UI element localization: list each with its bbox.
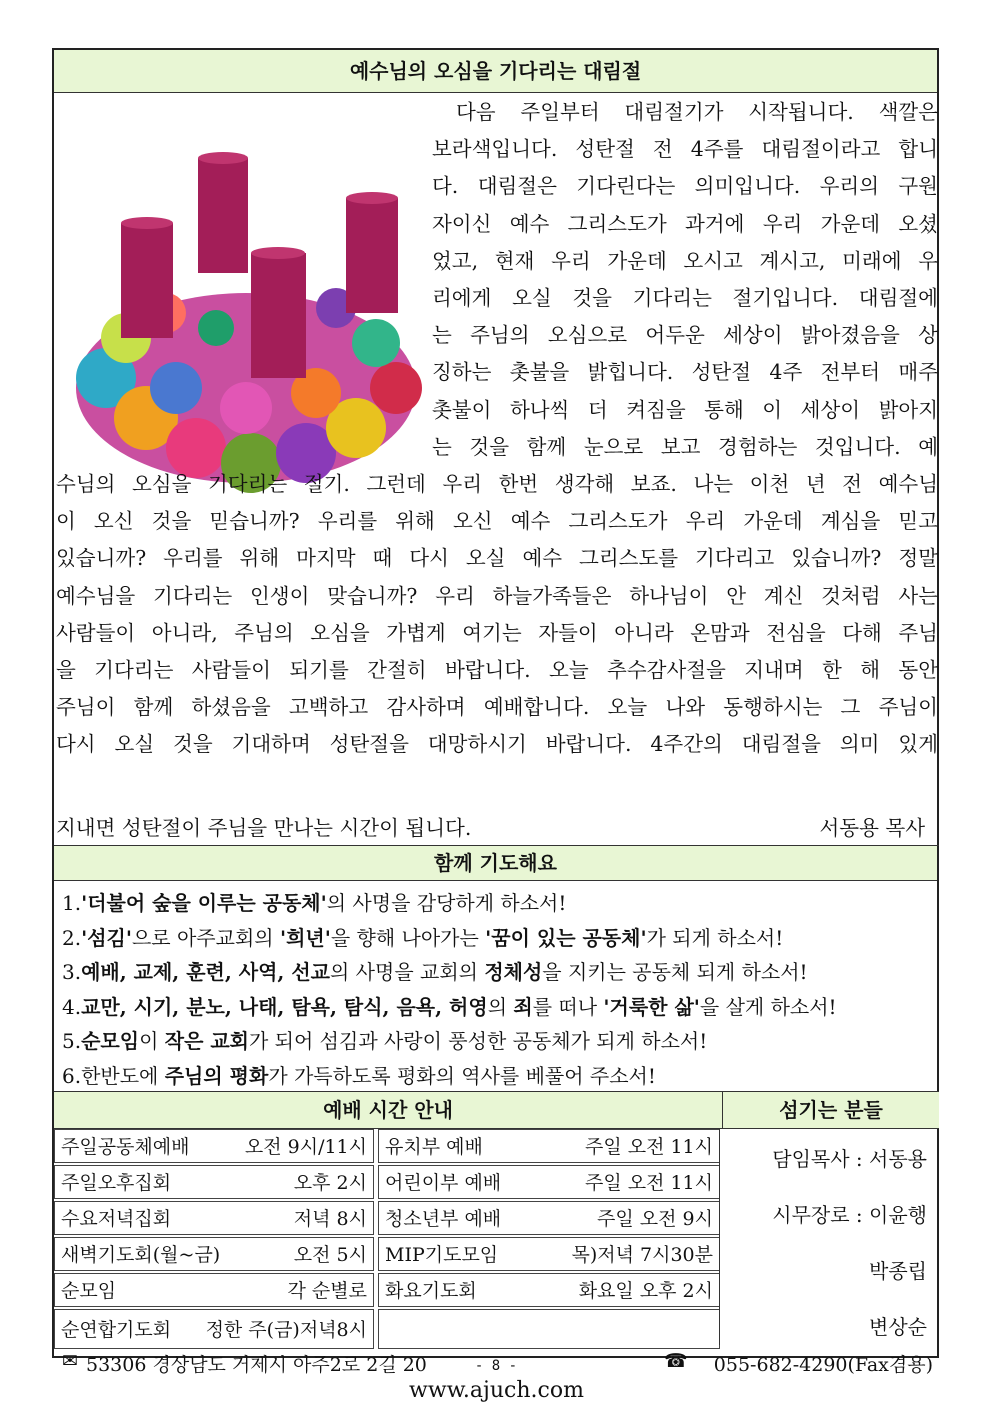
article-line: 수님의 오심을 기다리는 절기. 그런데 우리 한번 생각해 보죠. 나는 이천 년 전 예수님 — [56, 472, 938, 496]
prayer-item — [62, 1060, 656, 1089]
service-name: MIP기도모임 — [385, 1244, 499, 1266]
service-name: 새벽기도회(월~금) — [61, 1244, 221, 1266]
footer-address: 53306 경상남도 거제시 아주2로 2길 20 — [86, 1354, 427, 1376]
staff-line: 박종립 — [869, 1259, 927, 1283]
article-line: 주님이 함께 하셨음을 고백하고 감사하며 예배합니다. 오늘 나와 동행하시는 그 주님이 — [56, 695, 938, 720]
staff-line: 시무장로 : 이윤행 — [772, 1203, 927, 1227]
service-time: 저녁 8시 — [293, 1208, 367, 1230]
footer-phone: 055-682-4290(Fax겸용) — [713, 1354, 933, 1376]
prayer-text: 을 지키는 공동체 되게 하소서! — [542, 960, 808, 984]
service-time: 오전 5시 — [293, 1244, 367, 1266]
prayer-text: 이 — [139, 1029, 165, 1053]
article-line: 다. 대림절은 기다린다는 의미입니다. 우리의 구원 — [432, 174, 938, 199]
prayer-emphasis: '섬김' — [81, 925, 132, 950]
prayer-emphasis: '꿈이 있는 공동체' — [485, 925, 647, 950]
prayer-text: 가 되게 하소서! — [646, 925, 784, 950]
bulletin-page — [52, 48, 939, 1403]
service-time: 정한 주(금)저녁8시 — [205, 1319, 367, 1341]
prayer-text: 으로 아주교회의 — [131, 925, 280, 950]
service-row — [378, 1129, 720, 1163]
prayer-text: 5. — [62, 1029, 82, 1053]
service-name: 주일오후집회 — [61, 1172, 172, 1194]
prayer-text: 의 사명을 교회의 — [330, 960, 485, 984]
service-time: 화요일 오후 2시 — [578, 1280, 713, 1302]
service-row — [378, 1309, 720, 1349]
article-line: 리에게 오실 것을 기다리는 절기입니다. 대림절에 — [432, 286, 938, 310]
article-author: 서동용 목사 — [819, 816, 925, 840]
prayer-item — [62, 1025, 707, 1054]
prayer-item — [62, 887, 566, 916]
service-row — [378, 1201, 720, 1235]
prayer-emphasis: 죄 — [513, 994, 533, 1019]
prayer-emphasis: '거룩한 삶' — [603, 994, 700, 1019]
prayer-emphasis: '더불어 숲을 이루는 공동체' — [81, 891, 327, 915]
service-row — [378, 1273, 720, 1307]
staff-list — [719, 1129, 937, 1345]
prayer-text: 을 향해 나아가는 — [330, 925, 486, 950]
prayer-emphasis: 작은 교회 — [164, 1029, 249, 1053]
article-line: 보라색입니다. 성탄절 전 4주를 대림절이라고 합니 — [432, 137, 938, 162]
mail-icon: ✉ — [62, 1350, 78, 1372]
article-title: 예수님의 오심을 기다리는 대림절 — [54, 50, 937, 93]
prayer-text: 의 사명을 감당하게 하소서! — [326, 891, 567, 915]
service-row — [378, 1165, 720, 1199]
article-line: 예수님을 기다리는 인생이 맞습니까? 우리 하늘가족들은 하나님이 안 계신 것처럼 사는 — [56, 583, 938, 608]
advent-wreath-image — [66, 148, 426, 508]
article-line: 었고, 현재 우리 가운데 오시고 계시고, 미래에 우 — [432, 248, 938, 273]
service-times-title: 예배 시간 안내 — [54, 1092, 723, 1129]
service-name: 순연합기도회 — [61, 1319, 172, 1341]
prayer-text: 가 가득하도록 평화의 역사를 베풀어 주소서! — [268, 1063, 656, 1088]
service-time: 오전 9시/11시 — [244, 1136, 367, 1158]
service-name: 주일공동체예배 — [61, 1136, 190, 1158]
service-row — [378, 1237, 720, 1271]
prayer-text: 2. — [62, 925, 82, 950]
prayer-text: 를 떠나 — [532, 994, 604, 1019]
article-line: 을 기다리는 사람들이 되기를 간절히 바랍니다. 오늘 추수감사절을 지내며 한 해 동안 — [56, 658, 938, 682]
page-number: - 8 - — [474, 1358, 518, 1374]
article-body — [54, 93, 939, 846]
service-name: 수요저녁집회 — [61, 1208, 172, 1230]
service-name: 유치부 예배 — [385, 1136, 483, 1158]
prayer-emphasis: '희년' — [279, 925, 331, 950]
prayer-item — [62, 922, 783, 951]
prayer-item — [62, 956, 808, 985]
service-row — [54, 1309, 374, 1349]
service-time: 주일 오전 9시 — [597, 1208, 713, 1230]
service-row — [54, 1201, 374, 1235]
service-time: 각 순별로 — [287, 1280, 367, 1302]
prayer-list — [54, 881, 939, 1092]
prayer-emphasis: 주님의 평화 — [164, 1063, 269, 1088]
prayer-emphasis: 교만, 시기, 분노, 나태, 탐욕, 탐식, 음욕, 허영 — [81, 994, 488, 1019]
prayer-text: 6.한반도에 — [62, 1063, 165, 1088]
article-line: 있습니까? 우리를 위해 마지막 때 다시 오실 예수 그리스도를 기다리고 있습니까? 정말 — [56, 546, 938, 571]
staff-line: 변상순 — [869, 1315, 927, 1339]
service-name: 순모임 — [61, 1280, 117, 1302]
prayer-item — [62, 991, 837, 1020]
article-line: 사람들이 아니라, 주님의 오심을 가볍게 여기는 자들이 아니라 온맘과 전심을 다해 주님 — [56, 620, 938, 645]
service-row — [54, 1165, 374, 1199]
service-row — [54, 1273, 374, 1307]
prayer-emphasis: 예배, 교제, 훈련, 사역, 선교 — [81, 960, 330, 984]
prayer-text: 4. — [62, 994, 82, 1019]
service-time: 목)저녁 7시30분 — [571, 1244, 713, 1266]
prayer-emphasis: 정체성 — [484, 960, 543, 984]
prayer-emphasis: 순모임 — [81, 1029, 140, 1053]
prayer-text: 1. — [62, 891, 82, 915]
service-name: 청소년부 예배 — [385, 1208, 502, 1230]
article-line: 는 것을 함께 눈으로 보고 경험하는 것입니다. 예 — [432, 434, 938, 459]
phone-icon: ☎ — [664, 1350, 688, 1372]
article-line: 이 오신 것을 믿습니까? 우리를 위해 오신 예수 그리스도가 우리 가운데 계심을 믿고 — [56, 509, 938, 534]
service-time: 주일 오전 11시 — [584, 1172, 713, 1194]
article-line: 다음 주일부터 대림절기가 시작됩니다. 색깔은 — [456, 100, 938, 124]
service-row — [54, 1237, 374, 1271]
prayer-text: 을 살게 하소서! — [699, 994, 837, 1019]
service-name: 어린이부 예배 — [385, 1172, 502, 1194]
service-time: 오후 2시 — [293, 1172, 367, 1194]
article-line: 자이신 예수 그리스도가 과거에 우리 가운데 오셨 — [432, 211, 938, 236]
service-name: 화요기도회 — [385, 1280, 477, 1302]
prayer-text: 3. — [62, 960, 82, 984]
article-last-line: 지내면 성탄절이 주님을 만나는 시간이 됩니다. — [56, 816, 472, 840]
article-line: 다시 오실 것을 기대하며 성탄절을 대망하시기 바랍니다. 4주간의 대림절을 의미 있게 — [56, 732, 938, 757]
staff-line: 담임목사 : 서동용 — [772, 1147, 927, 1171]
staff-title: 섬기는 분들 — [723, 1092, 939, 1129]
service-time: 주일 오전 11시 — [584, 1136, 713, 1158]
article-line: 징하는 촛불을 밝힙니다. 성탄절 4주 전부터 매주 — [432, 360, 938, 385]
prayer-text: 의 — [487, 994, 514, 1019]
article-line: 는 주님의 오심으로 어두운 세상이 밝아졌음을 상 — [432, 323, 938, 348]
website-link[interactable]: www.ajuch.com — [409, 1378, 584, 1403]
prayer-title: 함께 기도해요 — [54, 846, 937, 881]
article-line: 촛불이 하나씩 더 켜짐을 통해 이 세상이 밝아지 — [432, 397, 938, 422]
prayer-text: 가 되어 섬김과 사랑이 풍성한 공동체가 되게 하소서! — [249, 1029, 708, 1053]
service-row — [54, 1129, 374, 1163]
